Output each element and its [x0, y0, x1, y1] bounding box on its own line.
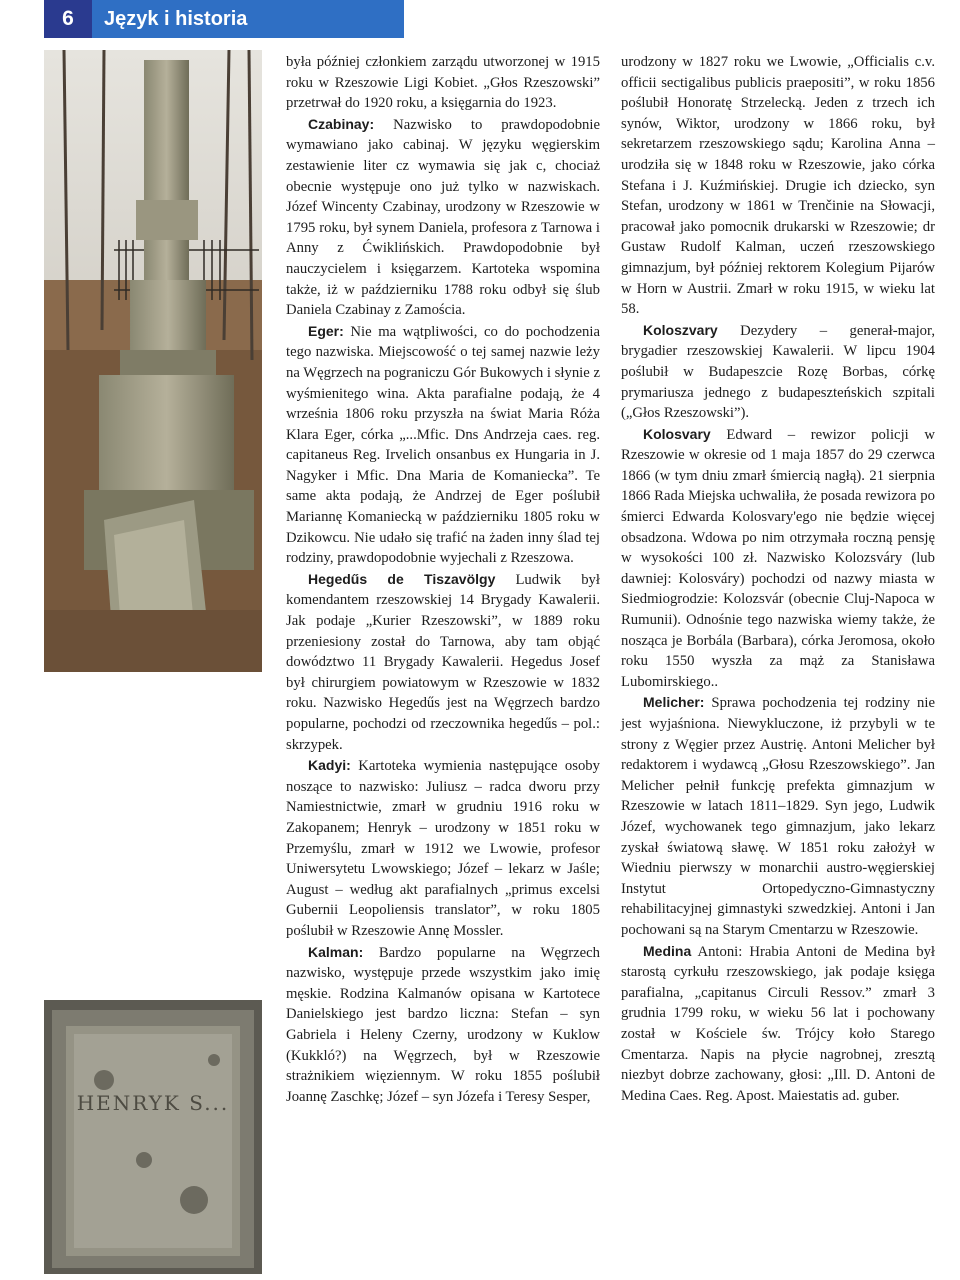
page-number: 6: [44, 0, 92, 38]
entry-melicher: [621, 692, 935, 940]
entry-text: Antoni: Hrabia Antoni de Medina był starostą cyrkułu rzeszowskiego, jak podaje księga parafialna, „capitanus Circuli Ressov.” zmarł 3 grudnia 1799 roku, w wieku 56 lat i pochowany został w Kościele św. Trójcy koło Starego Cmentarza. Napis na płycie nagrobnej, zresztą niezbyt dobrze zachowany, głosi: „Ill. D. Antoni de Medina Caes. Reg. Apost. Maiestatis ad. guber.: [621, 943, 935, 1104]
entry-text: Edward – rewizor policji w Rzeszowie w okresie od 1 maja 1857 do 29 czerwca 1866 (w tym dniu zmarł śmiercią nagłą). 21 sierpnia 1866 Rada Miejska uchwaliła, że posada rewizora po śmierci Edwarda Kolosvary'ego nie będzie więcej obsadzona. Wdowa po nim otrzymała roczną pensję w wysokości 100 zł. Nazwisko Kolozsváry (lub dawniej: Kolosváry) pochodzi od nazwy miasta w Siedmiogrodzie: Kolozsvár (obecnie Cluj-Napoca w Rumunii). Odnośnie tego nazwiska wiemy także, że nosząca je Borbála (Barbara), córka Jeromosa, około roku 1550 wyszła za mąż za Stanisława Lubomirskiego..: [621, 426, 935, 690]
inscribed-stone-plaque-photo: [44, 1000, 262, 1274]
entry-kadyi: [286, 755, 600, 941]
entry-text: Sprawa pochodzenia tej rodziny nie jest wyjaśniona. Niewykluczone, iż przybyli w te strony z Węgier przez Austrię. Antoni Melicher był redaktorem i wydawcą „Głosu Rzeszowskiego”. Jan Melicher pełnił funkcję prefekta gimnazjum w Rzeszowie w latach 1811–1829. Syn jego, Ludwik Józef, wychowanek tego gimnazjum, jako lekarz zyskał światową sławę. W 1851 roku założył w Wiedniu pierwszy w monarchii austro-węgierskiej Instytut Ortopedyczno-Gimnastyczny rehabilitacyjnej gimnastyki szwedzkiej. Antoni i Jan pochowani są na Starym Cmentarzu w Rzeszowie.: [621, 695, 935, 938]
text-column-left: [286, 52, 600, 1107]
entry-text: Kartoteka wymienia następujące osoby noszące to nazwisko: Juliusz – radca dworu przy Namiestnictwie, zmarł w grudniu 1916 roku w Zakopanem; Henryk – urodzony w 1851 roku w Przemyślu, zmarł w 1912 we Lwowie, profesor Uniwersytetu Lwowskiego; Józef – lekarz w Jaśle; August – według akt parafialnych „primus excelsi Gubernii Leopoliensis translator”, w roku 1805 poślubił w Rzeszowie Annę Mossler.: [286, 758, 600, 939]
entry-text: Nazwisko to prawdopodobnie wymawiano jako cabinaj. W języku węgierskim zestawienie liter cz wymawia się jak c, chociaż obecnie występuje ono już tylko w nazwiskach. Józef Wincenty Czabinay, urodzony w Rzeszowie w 1795 roku, był synem Daniela, profesora z Tarnowa i Anny z Ćwiklińskich. Prawdopodobnie był nauczycielem i księgarzem. Kartoteka wspomina także, iż w październiku 1788 roku odbył się ślub Daniela Czabinay z Zamościa.: [286, 116, 600, 319]
entry-text: Bardzo popularne na Węgrzech nazwisko, występuje przede wszystkim jako imię męskie. Rodzina Kalmanów opisana w Kartotece Danielskiego jest bardzo liczna: Stefan – syn Gabriela i Heleny Czerny, urodzony w Kuklow (Kukkló?) na Węgrzech, był w Rzeszowie strażnikiem więziennym. W roku 1855 poślubił Joannę Zaschkę; Józef – syn Józefa i Teresy Sesper,: [286, 944, 600, 1105]
entry-heading: Kadyi:: [308, 757, 351, 774]
cemetery-monument-photo: [44, 50, 262, 672]
section-title: Język i historia: [92, 0, 404, 38]
entry-eger: [286, 321, 600, 569]
plaque-inscription: HENRYK S...: [76, 1091, 230, 1115]
entry-medina: [621, 941, 935, 1107]
paragraph-continued: urodzony w 1827 roku we Lwowie, „Officialis c.v. officii sectigalibus publicis praepositi”, w roku 1856 poślubił Honoratę Strzelecką. Jeden z trzech ich synów, Wiktor, urodzony w 1866 roku, był sekretarzem rzeszowskiego sądu; Karolina Anna – urodziła się w 1848 roku w Rzeszowie, jako córka Stefana i J. Kuźmińskiej. Drugie ich dziecko, syn Stefan, urodzony w 1861 w Trenčinie na Słowacji, pracował jako pomocnik drukarski w Rzeszowie; dr Gustaw Rudolf Kalman, uczeń rzeszowskiego gimnazjum, był później rektorem Kolegium Pijarów w Horn w Austrii. Zmarł w roku 1915, w wieku lat 58.: [621, 54, 935, 318]
entry-heading: Kolosvary: [643, 425, 711, 442]
entry-heading: Hegedűs de Tiszavölgy: [308, 570, 496, 587]
entry-heading: Czabinay:: [308, 115, 375, 132]
entry-text: Dezydery – generał-major, brygadier rzeszowskiej Kawalerii. W lipcu 1904 poślubił w Budapeszcie Rozę Borbas, córkę prymariusza jednego z budapeszteńskich szpitali („Głos Rzeszowski”).: [621, 322, 935, 422]
entry-heading: Medina: [643, 942, 692, 959]
paragraph-intro: była później członkiem zarządu utworzonej w 1915 roku w Rzeszowie Ligi Kobiet. „Głos Rzeszowski” przetrwał do 1920 roku, a księgarnia do 1923.: [286, 54, 600, 112]
text-column-right: [621, 52, 935, 1106]
entry-czabinay: [286, 114, 600, 321]
entry-heading: Melicher:: [643, 694, 705, 711]
entry-heading: Koloszvary: [643, 321, 718, 338]
entry-heading: Kalman:: [308, 943, 364, 960]
entry-kalman: [286, 942, 600, 1108]
entry-text: Ludwik był komendantem rzeszowskiej 14 Brygady Kawalerii. Jak podaje „Kurier Rzeszowski”, w 1889 roku przeniesiony został do Tarnowa, aby tam objąć dowództwo 11 Brygady Kawalerii. Hegedus Josef był chirurgiem powiatowym w Rzeszowie w 1832 roku. Nazwisko Hegedűs jest na Węgrzech bardzo popularne, pochodzi od rzeczownika hegedűs – pol.: skrzypek.: [286, 571, 600, 753]
entry-koloszvary: [621, 320, 935, 424]
entry-kolosvary: [621, 424, 935, 693]
entry-heading: Eger:: [308, 322, 344, 339]
entry-hegedus: [286, 569, 600, 755]
entry-text: Nie ma wątpliwości, co do pochodzenia tego nazwiska. Miejscowość o tej samej nazwie leży na Węgrzech na pograniczu Gór Bukowych i słynie z wyśmienitego wina. Akta parafialne podają, że 4 września 1806 roku przyszła na świat Maria Róża Klara Eger, córka „...Mfic. Dns Andrzeja caes. reg. capitaneus Reg. Irvelich onsanbus ex Hungaria in J. Nagyker i Mfic. Dna Maria de Komaniecka”. Te same akta podają, że Andrzej de Eger poślubił Mariannę Komaniecką w październiku 1805 roku w Dzikowcu. Nie udało się trafić na żaden inny ślad tej rodziny, prawdopodobnie wyjechali z Rzeszowa.: [286, 323, 600, 567]
